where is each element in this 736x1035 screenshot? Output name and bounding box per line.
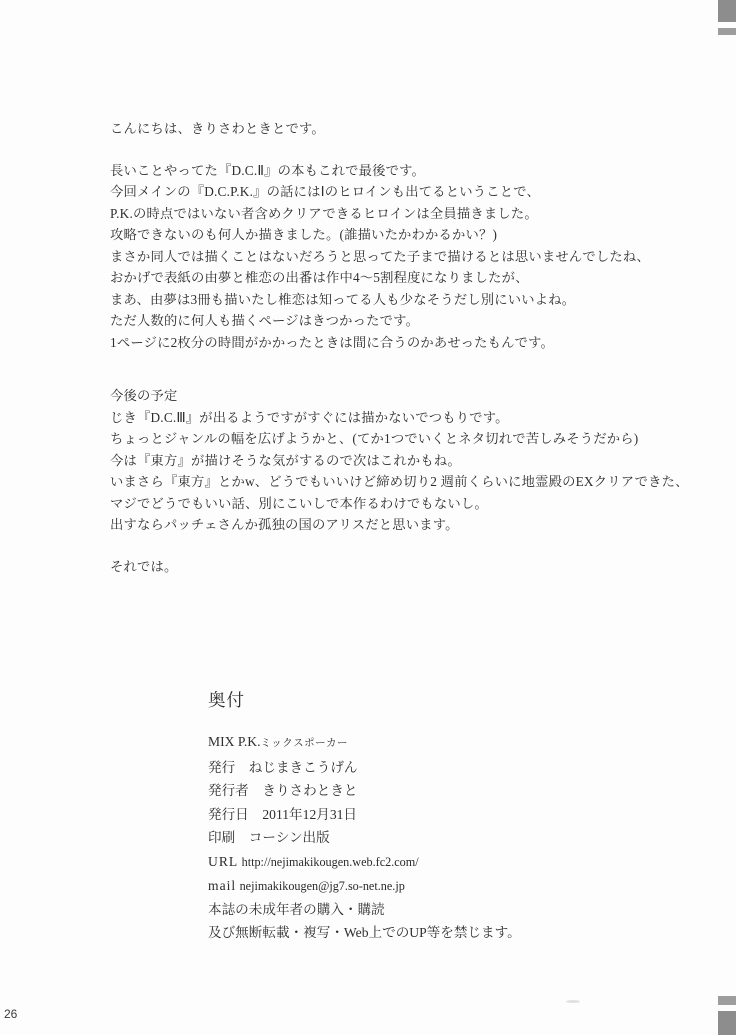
- page-number: 26: [4, 1007, 18, 1021]
- afterword-line: 今は『東方』が描けそうな気がするので次はこれかもね。: [110, 452, 461, 468]
- colophon-block: [208, 688, 628, 945]
- afterword-line: ただ人数的に何人も描くページはきつかったです。: [110, 313, 420, 328]
- colophon-mail-row: [208, 874, 628, 898]
- colophon-url-row: [208, 850, 628, 874]
- colophon-date-value: 2011年12月31日: [262, 806, 358, 822]
- afterword-subheading: 今後の予定: [110, 388, 178, 403]
- colophon-url-value[interactable]: http://nejimakikougen.web.fc2.com/: [241, 854, 419, 869]
- afterword-line: 出すならパッチェさんか孤独の国のアリスだと思います。: [110, 517, 459, 532]
- colophon-publisher-label: 発行: [208, 759, 236, 775]
- afterword-paragraph-future-plans: [110, 385, 689, 536]
- scan-edge-mark-bottom-secondary: [718, 996, 736, 1005]
- afterword-paragraph-greeting: [110, 118, 670, 140]
- scan-edge-mark-top: [718, 0, 736, 22]
- afterword-line: 1ページに2枚分の時間がかかったときは間に合うのかあせったもんです。: [110, 334, 554, 350]
- afterword-spacer: [110, 373, 670, 385]
- colophon-printing-row: [208, 826, 628, 850]
- colophon-publisher-value: ねじまきこうげん: [248, 759, 358, 775]
- colophon-author-value: きりさわときと: [262, 783, 358, 798]
- colophon-url-label: URL: [208, 853, 239, 869]
- colophon-printing-value: コーシン出版: [248, 830, 330, 845]
- scan-artifact: [566, 1000, 580, 1003]
- colophon-printing-label: 印刷: [208, 830, 236, 845]
- afterword-line: 攻略できないのも何人か描きました。(誰描いたかわかるかい？): [110, 227, 498, 242]
- colophon-work-title-row: [208, 730, 628, 756]
- colophon-work-title: MIX P.K.: [208, 734, 261, 749]
- afterword-line: おかげで表紙の由夢と椎恋の出番は作中4〜5割程度になりましたが、: [110, 270, 529, 285]
- afterword-text-block: [110, 118, 689, 577]
- colophon-author-label: 発行者: [208, 783, 249, 798]
- colophon-publisher-row: [208, 756, 628, 780]
- colophon-mail-value[interactable]: nejimakikougen@jg7.so-net.ne.jp: [239, 878, 405, 893]
- scan-edge-mark-bottom: [718, 1011, 736, 1035]
- colophon-notice-line-2: 及び無断転載・複写・Web上でのUP等を禁じます。: [208, 925, 521, 940]
- colophon-date-label: 発行日: [208, 806, 249, 822]
- afterword-line: 長いことやってた『D.C.Ⅱ』の本もこれで最後です。: [110, 162, 426, 178]
- colophon-mail-label: mail: [208, 877, 237, 893]
- afterword-line: こんにちは、きりさわときとです。: [110, 121, 325, 136]
- colophon-author-row: [208, 779, 628, 803]
- colophon-heading: 奥付: [208, 690, 245, 710]
- afterword-paragraph-main: [110, 160, 670, 354]
- afterword-line: それでは。: [110, 558, 178, 574]
- afterword-line: まさか同人では描くことはないだろうと思ってた子まで描けるとは思いませんでしたね、: [110, 248, 650, 264]
- afterword-line: マジでどうでもいい話、別にこいしで本作るわけでもないし。: [110, 495, 488, 511]
- colophon-date-row: [208, 803, 628, 827]
- colophon-notice-line-1: 本誌の未成年者の購入・購読: [208, 901, 385, 917]
- colophon-work-title-ruby: ミックスポーカー: [260, 738, 348, 749]
- afterword-line: まあ、由夢は3冊も描いたし椎恋は知ってる人も少なそうだし別にいいよね。: [110, 291, 576, 307]
- afterword-line: じき『D.C.Ⅲ』が出るようですがすぐには描かないでつもりです。: [110, 409, 509, 425]
- afterword-line: ちょっとジャンルの幅を広げようかと、(てか1つでいくとネタ切れで苦しみそうだから): [110, 431, 639, 446]
- afterword-line: いまさら『東方』とかw、どうでもいいけど締め切り2 週前くらいに地霊殿のEXクリアできた、: [110, 474, 689, 489]
- afterword-line: P.K.の時点ではいない者含めクリアできるヒロインは全員描きました。: [110, 205, 538, 221]
- afterword-paragraph-closing: [110, 556, 670, 578]
- scan-edge-mark-top-secondary: [718, 28, 736, 35]
- afterword-line: 今回メインの『D.C.P.K.』の話にはⅠのヒロインも出てるということで、: [110, 184, 540, 199]
